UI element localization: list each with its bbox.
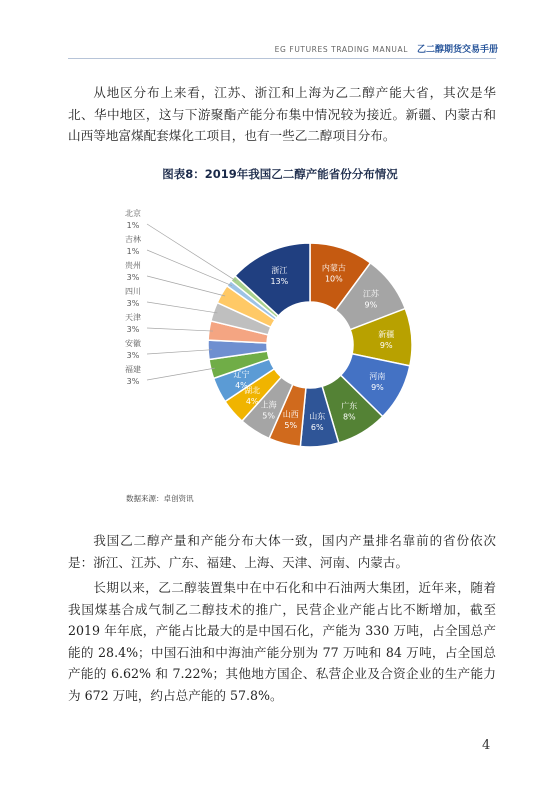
callout-line-13 bbox=[147, 302, 217, 313]
callout-label-10: 福建 bbox=[125, 365, 141, 374]
paragraph-production-ranking: 我国乙二醇产量和产能分布大体一致，国内产量排名靠前的省份依次是：浙江、江苏、广东、福建、上海、天津、河南、内蒙古。 bbox=[68, 533, 496, 570]
slice-value-9: 4% bbox=[235, 380, 248, 390]
slice-value-1: 9% bbox=[364, 300, 378, 310]
header-english-title: EG FUTURES TRADING MANUAL bbox=[274, 45, 408, 54]
callout-label-11: 安徽 bbox=[125, 339, 141, 348]
running-header bbox=[275, 42, 498, 55]
callout-value-10: 3% bbox=[126, 377, 140, 386]
slice-value-5: 6% bbox=[310, 423, 324, 433]
callout-value-16: 1% bbox=[126, 221, 140, 230]
callout-label-13: 四川 bbox=[125, 287, 141, 296]
slice-label-3: 河南 bbox=[369, 372, 386, 382]
callout-value-15: 1% bbox=[126, 247, 140, 256]
callout-line-14 bbox=[147, 276, 225, 296]
callout-value-14: 3% bbox=[126, 273, 140, 282]
callout-label-15: 吉林 bbox=[125, 235, 141, 244]
slice-value-0: 10% bbox=[324, 274, 343, 284]
callout-label-14: 贵州 bbox=[125, 261, 141, 270]
slice-value-8: 4% bbox=[245, 397, 259, 407]
paragraph-company-capacity: 长期以来，乙二醇装置集中在中石化和中石油两大集团，近年来，随着我国煤基合成气制乙二醇技术的推广，民营企业产能占比不断增加，截至 2019 年年底，产能占比最大的是中国石化，产能为 330 万吨，占全国总产能的 28.4%；中国石油和中海油产能分别为 77 万吨和 84 万吨，占全国总产能的 6.62% 和 7.22%；其他地方国企、私营企业及合资企业的生产能力为 672 万吨，约占总产能的 57.8%。 bbox=[68, 580, 496, 703]
capacity-donut-chart bbox=[95, 186, 465, 471]
callout-line-12 bbox=[147, 328, 213, 331]
slice-label-7: 上海 bbox=[260, 400, 277, 410]
slice-label-6: 山西 bbox=[282, 410, 299, 420]
slice-value-7: 5% bbox=[262, 411, 275, 421]
slice-value-4: 8% bbox=[342, 412, 356, 422]
slice-value-17: 13% bbox=[270, 276, 289, 286]
header-chinese-title: 乙二醇期货交易手册 bbox=[416, 45, 498, 55]
slice-label-8: 湖北 bbox=[244, 386, 261, 396]
data-source: 数据来源：卓创资讯 bbox=[126, 494, 194, 503]
slice-label-0: 内蒙古 bbox=[321, 263, 346, 273]
slice-label-5: 山东 bbox=[309, 412, 326, 422]
figure-title: 图表8：2019年我国乙二醇产能省份分布情况 bbox=[162, 167, 398, 181]
callout-value-12: 3% bbox=[126, 325, 140, 334]
callout-line-15 bbox=[147, 250, 232, 286]
slice-label-1: 江苏 bbox=[362, 289, 379, 299]
header-divider bbox=[68, 58, 496, 59]
callout-line-11 bbox=[147, 350, 212, 354]
paragraph-regional-distribution: 从地区分布上来看，江苏、浙江和上海为乙二醇产能大省，其次是华北、华中地区，这与下游聚酯产能分布集中情况较为接近。新疆、内蒙古和山西等地富煤配套煤化工项目，也有一些乙二醇项目分布。 bbox=[68, 85, 496, 144]
slice-value-2: 9% bbox=[379, 340, 393, 350]
slice-value-6: 5% bbox=[284, 421, 298, 431]
slice-label-9: 辽宁 bbox=[233, 369, 250, 379]
callout-line-10 bbox=[147, 368, 215, 380]
callout-label-12: 天津 bbox=[125, 313, 141, 322]
callout-value-13: 3% bbox=[126, 299, 140, 308]
slice-label-4: 广东 bbox=[341, 401, 358, 411]
callout-value-11: 3% bbox=[126, 351, 140, 360]
slice-label-2: 新疆 bbox=[378, 329, 395, 339]
slice-value-3: 9% bbox=[371, 383, 384, 393]
callout-label-16: 北京 bbox=[125, 209, 141, 218]
page-number: 4 bbox=[482, 738, 491, 753]
callout-line-16 bbox=[147, 224, 236, 281]
slice-label-17: 浙江 bbox=[271, 265, 288, 275]
